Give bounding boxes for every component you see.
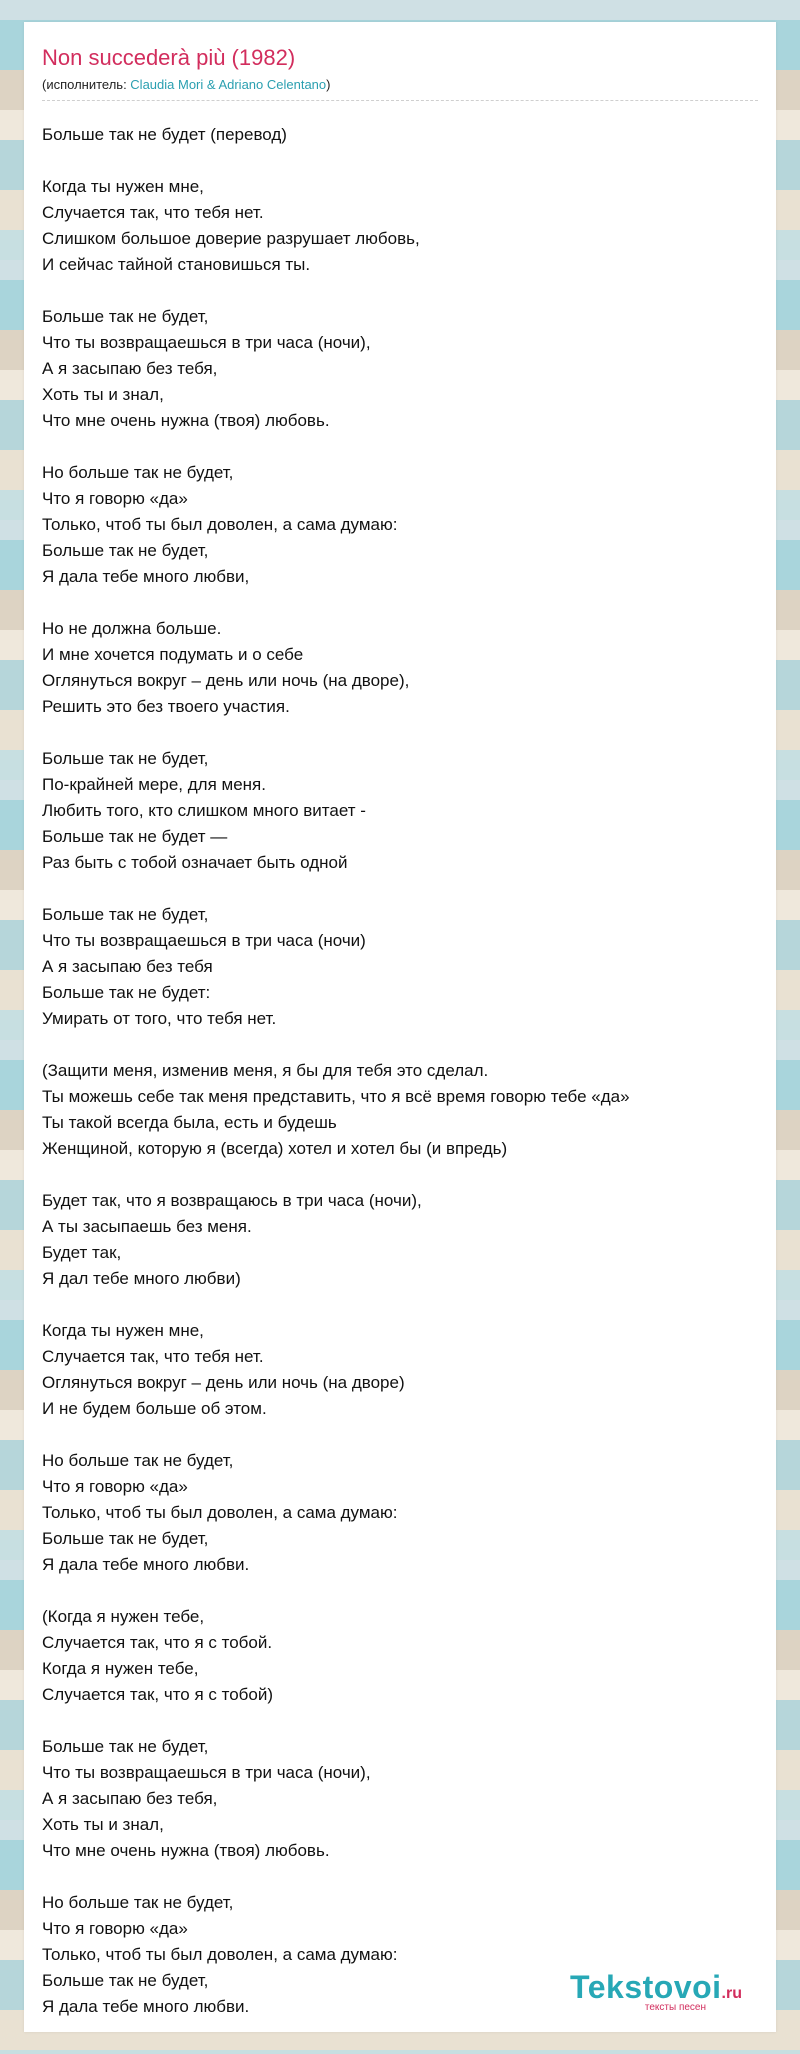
lyric-line: Но больше так не будет, [42,1451,234,1470]
lyrics-body [42,122,758,2046]
lyric-line: Я дал тебе много любви) [42,1269,241,1288]
lyric-line: Больше так не будет, [42,905,209,924]
lyric-line: Больше так не будет (перевод) [42,125,287,144]
performer-link[interactable]: Claudia Mori & Adriano Celentano [130,77,327,92]
performer-line [42,76,758,101]
logo-tagline: тексты песен [644,2002,706,2013]
lyrics-stanza [42,1318,758,1422]
lyric-line: Только, чтоб ты был доволен, а сама думаю: [42,515,398,534]
lyric-line: Больше так не будет, [42,307,209,326]
lyric-line: Больше так не будет, [42,1529,209,1548]
lyric-line: Любить того, кто слишком много витает - [42,801,366,820]
lyric-line: Больше так не будет, [42,749,209,768]
lyric-line: Будет так, что я возвращаюсь в три часа (ночи), [42,1191,422,1210]
lyric-line: Что ты возвращаешься в три часа (ночи), [42,1763,371,1782]
lyric-line: Что я говорю «да» [42,1919,188,1938]
lyric-line: Что ты возвращаешься в три часа (ночи), [42,333,371,352]
lyrics-stanza [42,902,758,1032]
lyric-line: И мне хочется подумать и о себе [42,645,304,664]
lyric-line: Больше так не будет — [42,827,228,846]
lyrics-stanza [42,616,758,720]
lyric-line: Решить это без твоего участия. [42,697,290,716]
lyric-line: Я дала тебе много любви. [42,1997,250,2016]
lyric-line: Случается так, что тебя нет. [42,203,264,222]
lyric-line: Что я говорю «да» [42,1477,188,1496]
lyrics-stanza [42,304,758,434]
lyrics-stanza [42,460,758,590]
lyric-line: Хоть ты и знал, [42,1815,164,1834]
performer-prefix: (исполнитель: [42,77,131,92]
lyric-line: Когда ты нужен мне, [42,177,204,196]
lyric-line: Оглянуться вокруг – день или ночь (на дворе) [42,1373,405,1392]
lyric-line: Когда ты нужен мне, [42,1321,204,1340]
lyric-line: Больше так не будет, [42,541,209,560]
lyrics-stanza [42,122,758,148]
lyrics-stanza [42,1448,758,1578]
performer-suffix: ) [326,77,331,92]
lyric-line: Только, чтоб ты был доволен, а сама думаю: [42,1945,398,1964]
lyric-line: Что ты возвращаешься в три часа (ночи) [42,931,366,950]
lyric-line: Но больше так не будет, [42,1893,234,1912]
song-title: Non succederà più (1982) [42,45,296,70]
lyrics-stanza [42,1188,758,1292]
lyric-line: Что мне очень нужна (твоя) любовь. [42,411,330,430]
lyric-line: Хоть ты и знал, [42,385,164,404]
lyric-line: Больше так не будет, [42,1737,209,1756]
lyric-line: А я засыпаю без тебя, [42,1789,218,1808]
lyric-line: (Защити меня, изменив меня, я бы для тебя это сделал. [42,1061,489,1080]
lyric-line: Ты такой всегда была, есть и будешь [42,1113,337,1132]
lyric-line: Слишком большое доверие разрушает любовь, [42,229,420,248]
lyrics-stanza [42,174,758,278]
lyric-line: А я засыпаю без тебя, [42,359,218,378]
lyric-line: Оглянуться вокруг – день или ночь (на дворе), [42,671,410,690]
logo-tld: .ru [721,1985,742,2002]
lyric-line: Больше так не будет, [42,1971,209,1990]
lyric-line: Но не должна больше. [42,619,222,638]
lyrics-stanza [42,1058,758,1162]
lyric-line: По-крайней мере, для меня. [42,775,266,794]
lyric-line: Только, чтоб ты был доволен, а сама думаю: [42,1503,398,1522]
lyrics-stanza [42,1734,758,1864]
lyric-line: А ты засыпаешь без меня. [42,1217,252,1236]
lyric-line: И сейчас тайной становишься ты. [42,255,311,274]
lyrics-stanza [42,1604,758,1708]
lyrics-stanza [42,746,758,876]
lyric-line: Раз быть с тобой означает быть одной [42,853,348,872]
lyric-line: Больше так не будет: [42,983,211,1002]
lyric-line: Случается так, что я с тобой. [42,1633,273,1652]
lyric-line: И не будем больше об этом. [42,1399,267,1418]
site-logo[interactable] [570,1970,742,2014]
song-header [42,44,758,101]
lyric-line: (Когда я нужен тебе, [42,1607,205,1626]
lyric-line: Случается так, что я с тобой) [42,1685,274,1704]
lyric-line: Будет так, [42,1243,122,1262]
logo-name: Tekstovoi [570,1969,722,2005]
lyric-line: Женщиной, которую я (всегда) хотел и хотел бы (и впредь) [42,1139,508,1158]
lyric-line: Умирать от того, что тебя нет. [42,1009,277,1028]
lyric-line: Я дала тебе много любви, [42,567,250,586]
lyric-line: А я засыпаю без тебя [42,957,213,976]
content-card [24,22,776,2032]
lyric-line: Что мне очень нужна (твоя) любовь. [42,1841,330,1860]
lyric-line: Ты можешь себе так меня представить, что я всё время говорю тебе «да» [42,1087,630,1106]
lyric-line: Когда я нужен тебе, [42,1659,199,1678]
lyric-line: Я дала тебе много любви. [42,1555,250,1574]
lyric-line: Что я говорю «да» [42,489,188,508]
lyric-line: Но больше так не будет, [42,463,234,482]
lyric-line: Случается так, что тебя нет. [42,1347,264,1366]
